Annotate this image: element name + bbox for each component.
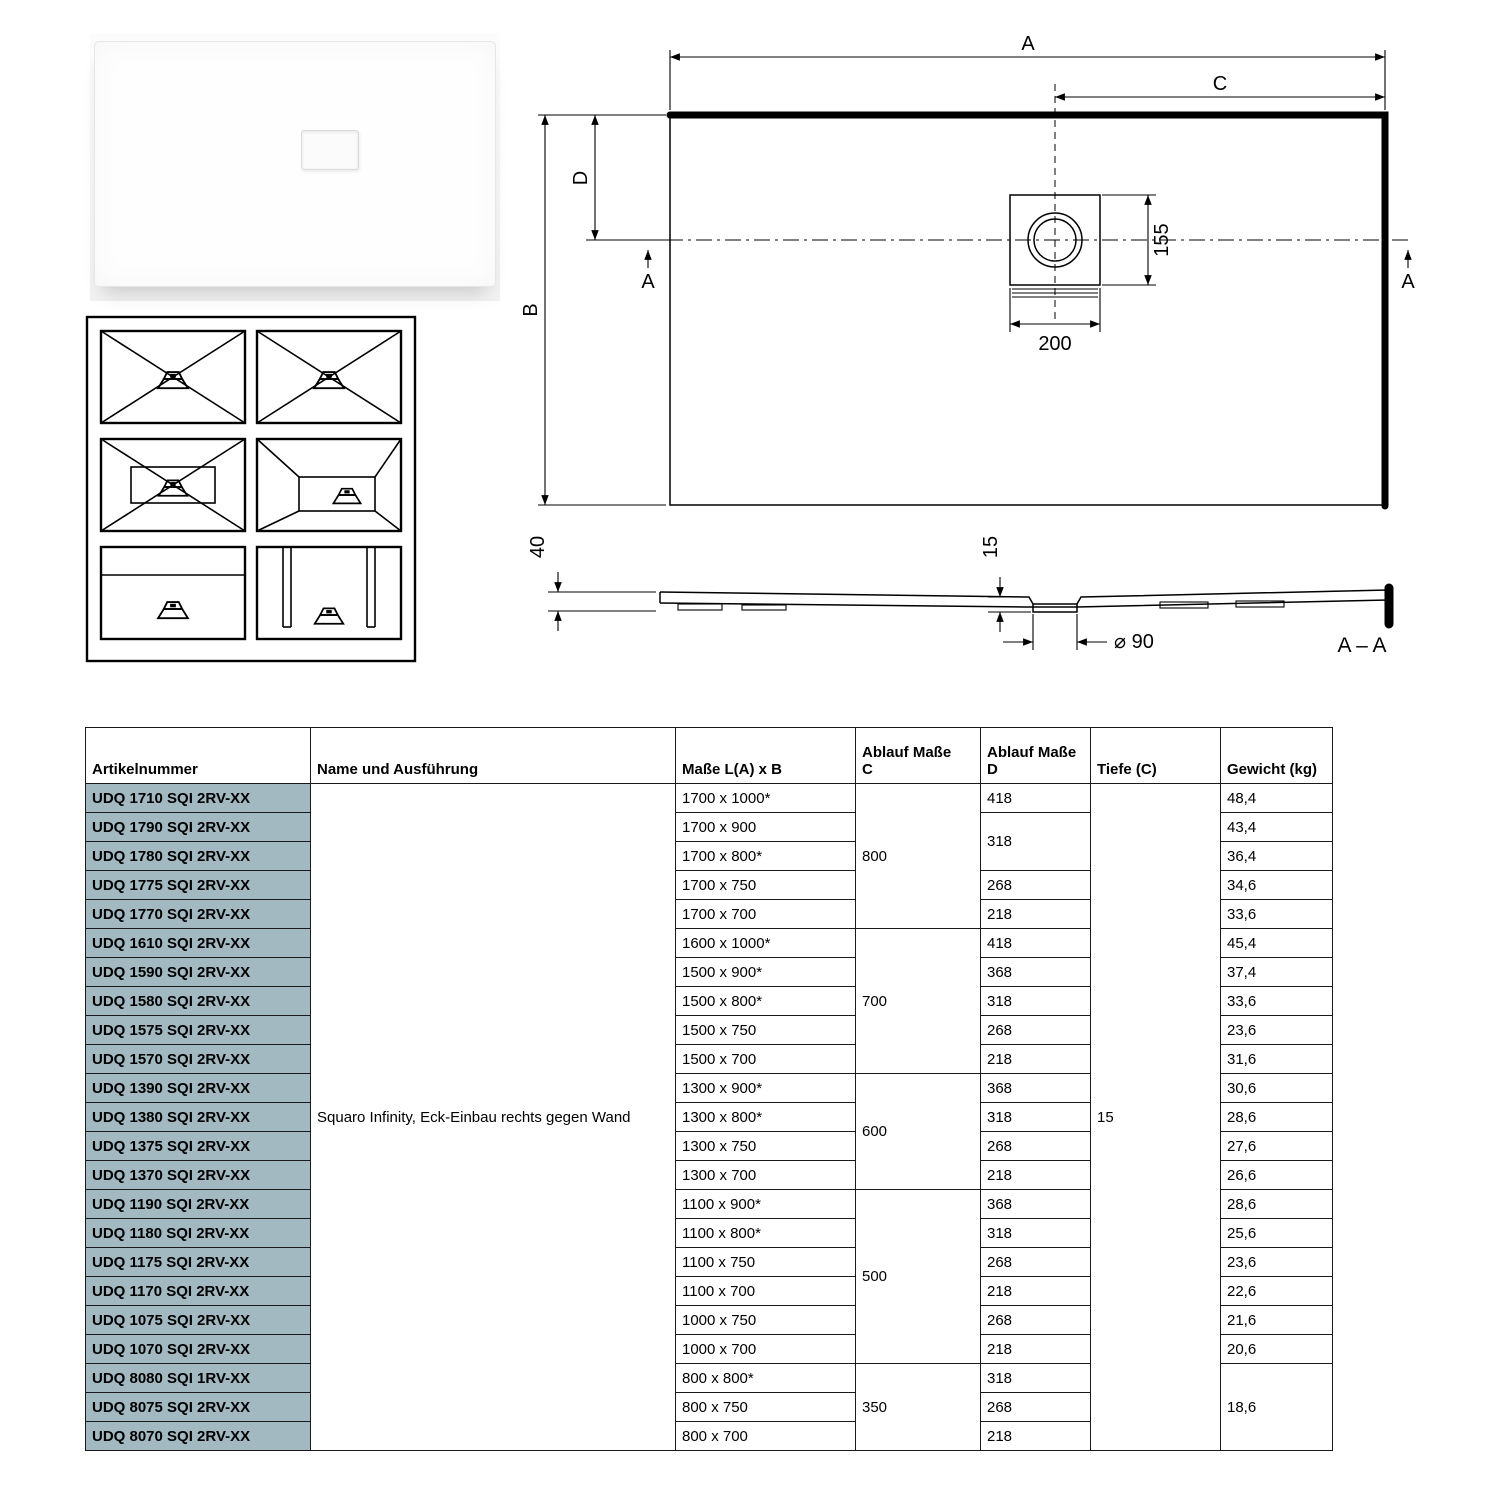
drain-dim-d-cell: 318 [981,987,1091,1016]
install-option-6-niche [257,547,401,639]
article-number-cell: UDQ 8080 SQI 1RV-XX [86,1364,311,1393]
drain-dim-c-cell: 350 [856,1364,981,1451]
size-cell: 1100 x 900* [676,1190,856,1219]
column-header: Tiefe (C) [1091,728,1221,784]
weight-cell: 26,6 [1221,1161,1333,1190]
drain-symbol [158,372,188,388]
weight-cell: 37,4 [1221,958,1333,987]
drain-symbol [314,372,344,388]
article-number-cell: UDQ 1180 SQI 2RV-XX [86,1219,311,1248]
drain-dim-d-cell: 218 [981,1045,1091,1074]
article-number-cell: UDQ 1380 SQI 2RV-XX [86,1103,311,1132]
drain-dim-d-cell: 268 [981,871,1091,900]
size-cell: 1100 x 700 [676,1277,856,1306]
article-number-cell: UDQ 1070 SQI 2RV-XX [86,1335,311,1364]
column-header: Maße L(A) x B [676,728,856,784]
weight-cell: 23,6 [1221,1248,1333,1277]
install-option-2-crossed [257,331,401,423]
dimension-15 [980,536,1031,632]
weight-cell: 36,4 [1221,842,1333,871]
drain-dim-d-cell: 218 [981,1161,1091,1190]
size-cell: 1700 x 900 [676,813,856,842]
size-cell: 1000 x 750 [676,1306,856,1335]
installation-options-diagram [85,315,417,663]
dimension-C [1055,73,1385,97]
drain-dim-d-cell: 268 [981,1248,1091,1277]
name-cell: Squaro Infinity, Eck-Einbau rechts gegen Wand [311,784,676,1451]
section-marker-left [641,250,655,293]
article-number-cell: UDQ 8070 SQI 2RV-XX [86,1422,311,1451]
drain-dim-d-cell: 418 [981,784,1091,813]
size-cell: 1700 x 700 [676,900,856,929]
drain-dim-c-cell: 800 [856,784,981,929]
article-number-cell: UDQ 1175 SQI 2RV-XX [86,1248,311,1277]
drain-dim-c-cell: 700 [856,929,981,1074]
spec-table-body [86,784,1333,1451]
spec-table-header-row [86,728,1333,784]
size-cell: 800 x 800* [676,1364,856,1393]
drain-dim-c-cell: 500 [856,1190,981,1364]
drain-dim-c-cell: 600 [856,1074,981,1190]
article-number-cell: UDQ 1170 SQI 2RV-XX [86,1277,311,1306]
weight-cell: 25,6 [1221,1219,1333,1248]
size-cell: 1500 x 700 [676,1045,856,1074]
dim-d-label: D [570,170,592,186]
install-option-1-crossed [101,331,245,423]
size-cell: 1100 x 750 [676,1248,856,1277]
dimension-40 [527,536,656,631]
article-number-cell: UDQ 1570 SQI 2RV-XX [86,1045,311,1074]
size-cell: 1600 x 1000* [676,929,856,958]
spec-table [85,727,1333,1451]
drain-dim-d-cell: 268 [981,1016,1091,1045]
technical-drawing [520,20,1420,685]
weight-cell: 43,4 [1221,813,1333,842]
column-header: Ablauf Maße C [856,728,981,784]
size-cell: 1300 x 800* [676,1103,856,1132]
size-cell: 1500 x 750 [676,1016,856,1045]
dim-b-label: B [520,303,542,317]
weight-cell: 20,6 [1221,1335,1333,1364]
drain-symbol [159,480,188,495]
article-number-cell: UDQ 1190 SQI 2RV-XX [86,1190,311,1219]
size-cell: 1300 x 900* [676,1074,856,1103]
weight-cell: 31,6 [1221,1045,1333,1074]
dimension-A [670,33,1385,110]
section-title-label: A – A [1337,634,1387,657]
column-header: Artikelnummer [86,728,311,784]
column-header: Ablauf Maße D [981,728,1091,784]
section-marker-right-label: A [1401,271,1415,293]
depth-cell: 15 [1091,784,1221,1451]
spec-row [86,784,1333,813]
dim-c-label: C [1212,73,1228,95]
drain-dim-d-cell: 218 [981,1277,1091,1306]
weight-cell: 22,6 [1221,1277,1333,1306]
dim-200-label: 200 [1038,333,1072,355]
product-photo [90,33,500,301]
drain-dim-d-cell: 318 [981,1219,1091,1248]
article-number-cell: UDQ 1710 SQI 2RV-XX [86,784,311,813]
section-view [527,536,1389,657]
drain-dim-d-cell: 268 [981,1393,1091,1422]
article-number-cell: UDQ 1075 SQI 2RV-XX [86,1306,311,1335]
drain-dim-d-cell: 218 [981,1335,1091,1364]
dimension-200 [1010,288,1100,355]
dim-155-label: 155 [1151,223,1173,257]
article-number-cell: UDQ 1775 SQI 2RV-XX [86,871,311,900]
article-number-cell: UDQ 1790 SQI 2RV-XX [86,813,311,842]
dim-diameter-label: ⌀ 90 [1114,631,1154,653]
column-header: Name und Ausführung [311,728,676,784]
install-option-4-corner [257,439,401,531]
article-number-cell: UDQ 1590 SQI 2RV-XX [86,958,311,987]
weight-cell: 33,6 [1221,987,1333,1016]
tray-drain-cover [301,130,359,170]
article-number-cell: UDQ 1370 SQI 2RV-XX [86,1161,311,1190]
weight-cell: 34,6 [1221,871,1333,900]
drain-dim-d-cell: 368 [981,958,1091,987]
dimension-B [520,115,666,505]
article-number-cell: UDQ 1580 SQI 2RV-XX [86,987,311,1016]
drain-dim-d-cell: 418 [981,929,1091,958]
section-marker-left-label: A [641,271,655,293]
drain-dim-d-cell: 268 [981,1306,1091,1335]
size-cell: 1500 x 800* [676,987,856,1016]
dimension-D [570,115,668,240]
weight-cell: 21,6 [1221,1306,1333,1335]
article-number-cell: UDQ 1610 SQI 2RV-XX [86,929,311,958]
weight-cell: 30,6 [1221,1074,1333,1103]
weight-cell: 28,6 [1221,1103,1333,1132]
drain-dim-d-cell: 268 [981,1132,1091,1161]
drain-symbol [315,608,344,623]
article-number-cell: UDQ 8075 SQI 2RV-XX [86,1393,311,1422]
article-number-cell: UDQ 1770 SQI 2RV-XX [86,900,311,929]
size-cell: 1700 x 800* [676,842,856,871]
dim-40-label: 40 [527,535,549,559]
dimension-drain-diameter [1003,614,1154,653]
drain-dim-d-cell: 218 [981,900,1091,929]
weight-cell: 18,6 [1221,1364,1333,1451]
install-option-3-crossed [101,439,245,531]
drain-dim-d-cell: 318 [981,1103,1091,1132]
top-view [520,33,1415,506]
weight-cell: 28,6 [1221,1190,1333,1219]
wall-edges [670,115,1385,506]
drain-dim-d-cell: 368 [981,1074,1091,1103]
weight-cell: 33,6 [1221,900,1333,929]
size-cell: 1100 x 800* [676,1219,856,1248]
size-cell: 800 x 700 [676,1422,856,1451]
size-cell: 1700 x 750 [676,871,856,900]
shower-tray-image [94,41,496,287]
size-cell: 1300 x 750 [676,1132,856,1161]
drain-dim-d-cell: 218 [981,1422,1091,1451]
article-number-cell: UDQ 1575 SQI 2RV-XX [86,1016,311,1045]
size-cell: 1500 x 900* [676,958,856,987]
drain-symbol [158,602,188,618]
section-marker-right [1401,250,1415,293]
drain-dim-d-cell: 318 [981,1364,1091,1393]
dim-15-label: 15 [980,535,1002,559]
size-cell: 1000 x 700 [676,1335,856,1364]
drain-dim-d-cell: 368 [981,1190,1091,1219]
weight-cell: 48,4 [1221,784,1333,813]
article-number-cell: UDQ 1390 SQI 2RV-XX [86,1074,311,1103]
drain-dim-d-cell: 318 [981,813,1091,871]
weight-cell: 23,6 [1221,1016,1333,1045]
weight-cell: 27,6 [1221,1132,1333,1161]
size-cell: 800 x 750 [676,1393,856,1422]
article-number-cell: UDQ 1780 SQI 2RV-XX [86,842,311,871]
article-number-cell: UDQ 1375 SQI 2RV-XX [86,1132,311,1161]
drain-symbol [333,489,360,504]
weight-cell: 45,4 [1221,929,1333,958]
size-cell: 1300 x 700 [676,1161,856,1190]
column-header: Gewicht (kg) [1221,728,1333,784]
dim-a-label: A [1021,33,1035,55]
install-option-5-wall [101,547,245,639]
size-cell: 1700 x 1000* [676,784,856,813]
